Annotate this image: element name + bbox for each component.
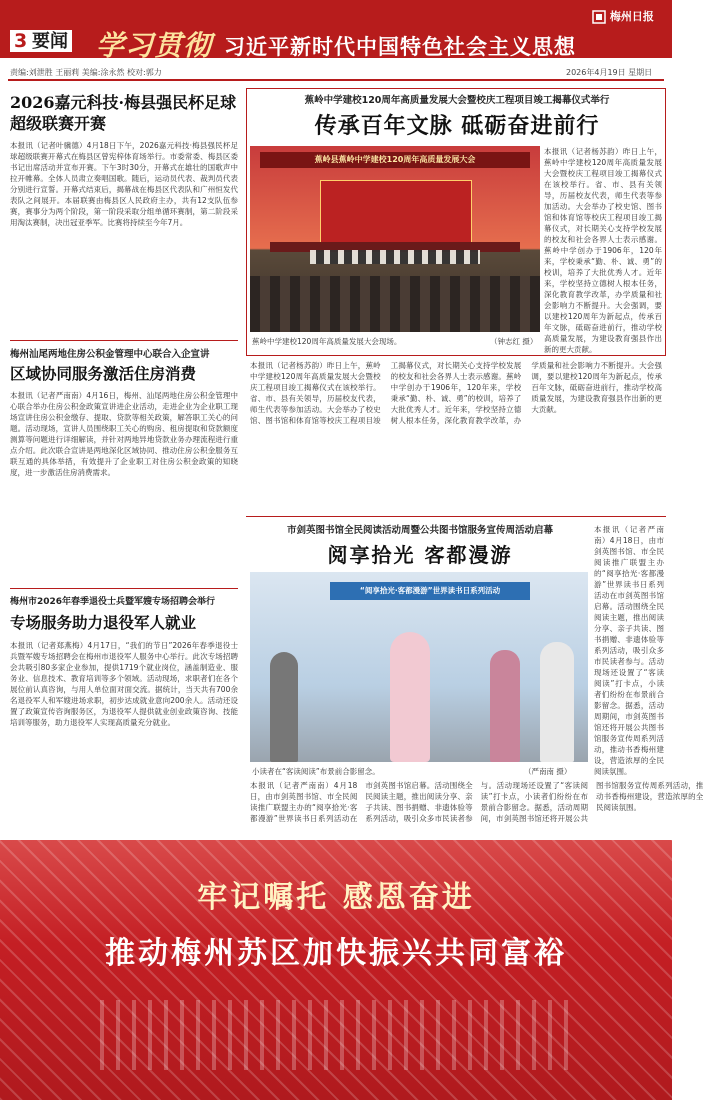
reading-photo-credit: （严南南 摄） xyxy=(524,767,572,776)
newspaper-logo xyxy=(592,8,654,24)
school-kicker: 蕉岭中学建校120周年高质量发展大会暨校庆工程项目竣工揭幕仪式举行 xyxy=(304,95,610,106)
audience xyxy=(250,276,540,332)
section-label: 要闻 xyxy=(32,31,68,52)
divider xyxy=(246,516,666,517)
school-body-side: 本报讯（记者杨苏韵）昨日上午，蕉岭中学建校120周年高质量发展大会暨校庆工程项目竣工揭幕仪式在该校举行。省、市、县有关领导，历届校友代表，师生代表等参加活动。大会举办了校史馆、图书馆和体育馆等校庆工程项目竣工揭幕仪式，对长期关心支持学校发展的校友和社会各界人士表示感谢。蕉岭中学创办于1906年，120年来，学校秉承“勤、朴、诚、勇”的校训，培养了大批优秀人才。近年来，学校坚持立德树人根本任务，深化教育教学改革，办学质量和社会影响力不断提升。大会强调，要以建校120周年为新起点，传承百年文脉，砥砺奋进前行，推动学校高质量发展，为建设教育强县作出新的更大贡献。 xyxy=(544,147,662,354)
top-rule xyxy=(8,79,664,81)
stage-screen xyxy=(320,180,472,244)
reading-body-side: 本报讯（记者严南南）4月18日，由市剑英图书馆、市全民阅读推广联盟主办的“阅享拾光·客都漫游”世界读书日系列活动在市剑英图书馆启幕。活动围绕全民阅读主题，推出阅读分享、亲子共读、图书捐赠、非遗体验等系列活动，吸引众多市民读者参与。活动现场还设置了“客读阅读”打卡点，小读者们纷纷在布景前合影留念。据悉，活动周期间，市剑英图书馆还将开展公共图书馆服务宣传周系列活动，推动书香梅州建设，营造浓厚的全民阅读氛围。 xyxy=(594,525,664,776)
header-title: 习近平新时代中国特色社会主义思想 xyxy=(224,35,576,59)
reading-kicker: 市剑英图书馆全民阅读活动周暨公共图书馆服务宣传周活动启幕 xyxy=(286,525,553,536)
school-photo-credit: （钟志红 摄） xyxy=(490,337,538,346)
logo-text: 梅州日报 xyxy=(609,10,654,23)
reading-body: 本报讯（记者严南南）4月18日，由市剑英图书馆、市全民阅读推广联盟主办的“阅享拾光·客都漫游”世界读书日系列活动在市剑英图书馆启幕。活动围绕全民阅读主题，推出阅读分享、亲子共读、图书捐赠、非遗体验等系列活动，吸引众多市民读者参与。活动现场还设置了“客读阅读”打卡点，小读者们纷纷在布景前合影留念。据悉，活动周期间，市剑英图书馆还将开展公共图书馆服务宣传周系列活动，推动书香梅州建设，营造浓厚的全民阅读氛围。 xyxy=(250,781,703,823)
reading-photo-banner: “阅享拾光·客都漫游”世界读书日系列活动 xyxy=(330,582,530,600)
housing-kicker: 梅州汕尾两地住房公积金管理中心联合入企宣讲 xyxy=(10,349,210,360)
football-body: 本报讯（记者叶骥德）4月18日下午，2026嘉元科技·梅县强民杯足球超级联赛开幕式在梅县区曾宪梓体育场举行。市委常委、梅县区委书记出席活动并宣布开赛。下午3时30分，开幕式在雄壮的国歌声中拉开帷幕。全体人员肃立奏唱国歌。随后，运动员代表、裁判员代表分别进行宣誓。开幕式结束后，揭幕战在梅县区代表队和广州恒发代表队之间展开。本届联赛由梅县区人民政府主办，共有12支队伍参赛，赛事分为两个阶段，第一阶段采取分组单循环赛制，第二阶段采用淘汰赛制，决出冠亚季军。比赛将持续至今年7月。 xyxy=(10,141,238,227)
divider xyxy=(10,340,238,341)
child-figure xyxy=(390,632,430,762)
housing-headline: 区域协同服务激活住房消费 xyxy=(10,364,197,383)
veterans-headline: 专场服务助力退役军人就业 xyxy=(10,613,197,632)
housing-body: 本报讯（记者严南南）4月16日，梅州、汕尾两地住房公积金管理中心联合举办住房公积金政策宣讲进企业活动，走进企业为企业职工现场宣讲住房公积金缴存、提取、贷款等相关政策，解答职工关心的问题。活动现场，宣讲人员围绕职工关心的购房、租房提取和贷款额度测算等问题进行详细解读，并针对两地异地贷款业务办理流程进行重点介绍。此次联合宣讲是两地深化区域协同、推动住房公积金服务互联互通的具体举措，有效提升了企业职工对住房公积金政策的知晓度，进一步激活住房消费需求。 xyxy=(10,391,238,477)
veterans-body: 本报讯（记者郑燕梅）4月17日，“我们的节日”2026年春季退役士兵暨军嫂专场招聘会在梅州市退役军人服务中心举行。此次专场招聘会共吸引80多家企业参加，提供1719个就业岗位，涵盖制造业、服务业、信息技术、教育培训等多个领域。活动现场，求职者们在各个展位前认真咨询，与用人单位面对面交流。据统计，当天共有700余名退役军人和军嫂进场求职，初步达成就业意向200余人。活动还设置了政策宣传咨询服务区，为退役军人提供就业创业政策咨询、技能培训等服务，助力退役军人实现高质量充分就业。 xyxy=(10,641,238,727)
school-photo-banner: 蕉岭县蕉岭中学建校120周年高质量发展大会 xyxy=(260,152,530,168)
adult-figure xyxy=(540,642,574,762)
school-body: 本报讯（记者杨苏韵）昨日上午，蕉岭中学建校120周年高质量发展大会暨校庆工程项目竣工揭幕仪式在该校举行。省、市、县有关领导，历届校友代表，师生代表等参加活动。大会举办了校史馆、图书馆和体育馆等校庆工程项目竣工揭幕仪式，对长期关心支持学校发展的校友和社会各界人士表示感谢。蕉岭中学创办于1906年，120年来，学校秉承“勤、朴、诚、勇”的校训，培养了大批优秀人才。近年来，学校坚持立德树人根本任务，深化教育教学改革，办学质量和社会影响力不断提升。大会强调，要以建校120周年为新起点，传承百年文脉，砥砺奋进前行，推动学校高质量发展，为建设教育强县作出新的更大贡献。 xyxy=(250,361,662,425)
school-headline: 传承百年文脉 砥砺奋进前行 xyxy=(314,113,600,139)
banner-decoration xyxy=(100,1000,572,1070)
veterans-kicker: 梅州市2026年春季退役士兵暨军嫂专场招聘会举行 xyxy=(10,597,216,607)
adult-figure xyxy=(270,652,298,762)
dateline: 2026年4月19日 星期日 xyxy=(566,68,653,77)
adult-figure xyxy=(490,650,520,762)
banner-slogan-line1: 牢记嘱托 感恩奋进 xyxy=(197,880,475,915)
reading-photo-caption: 小读者在“客读阅读”布景前合影留念。 xyxy=(252,767,380,776)
football-headline: 2026嘉元科技·梅县强民杯足球超级联赛开赛 xyxy=(10,93,237,133)
school-photo xyxy=(250,146,540,332)
editors-line: 责编:刘泄胜 王丽莉 美编:涂永然 校对:郭力 xyxy=(10,68,162,77)
banner-slogan-line2: 推动梅州苏区加快振兴共同富裕 xyxy=(105,936,567,971)
reading-headline: 阅享拾光 客都漫游 xyxy=(327,543,513,567)
reading-photo xyxy=(250,572,588,762)
page-number: 3 xyxy=(14,30,28,52)
header-slogan: 学习贯彻 xyxy=(96,29,213,62)
stage-people xyxy=(310,250,480,264)
logo-icon xyxy=(592,10,606,24)
divider xyxy=(10,588,238,589)
school-photo-caption: 蕉岭中学建校120周年高质量发展大会现场。 xyxy=(252,337,402,346)
